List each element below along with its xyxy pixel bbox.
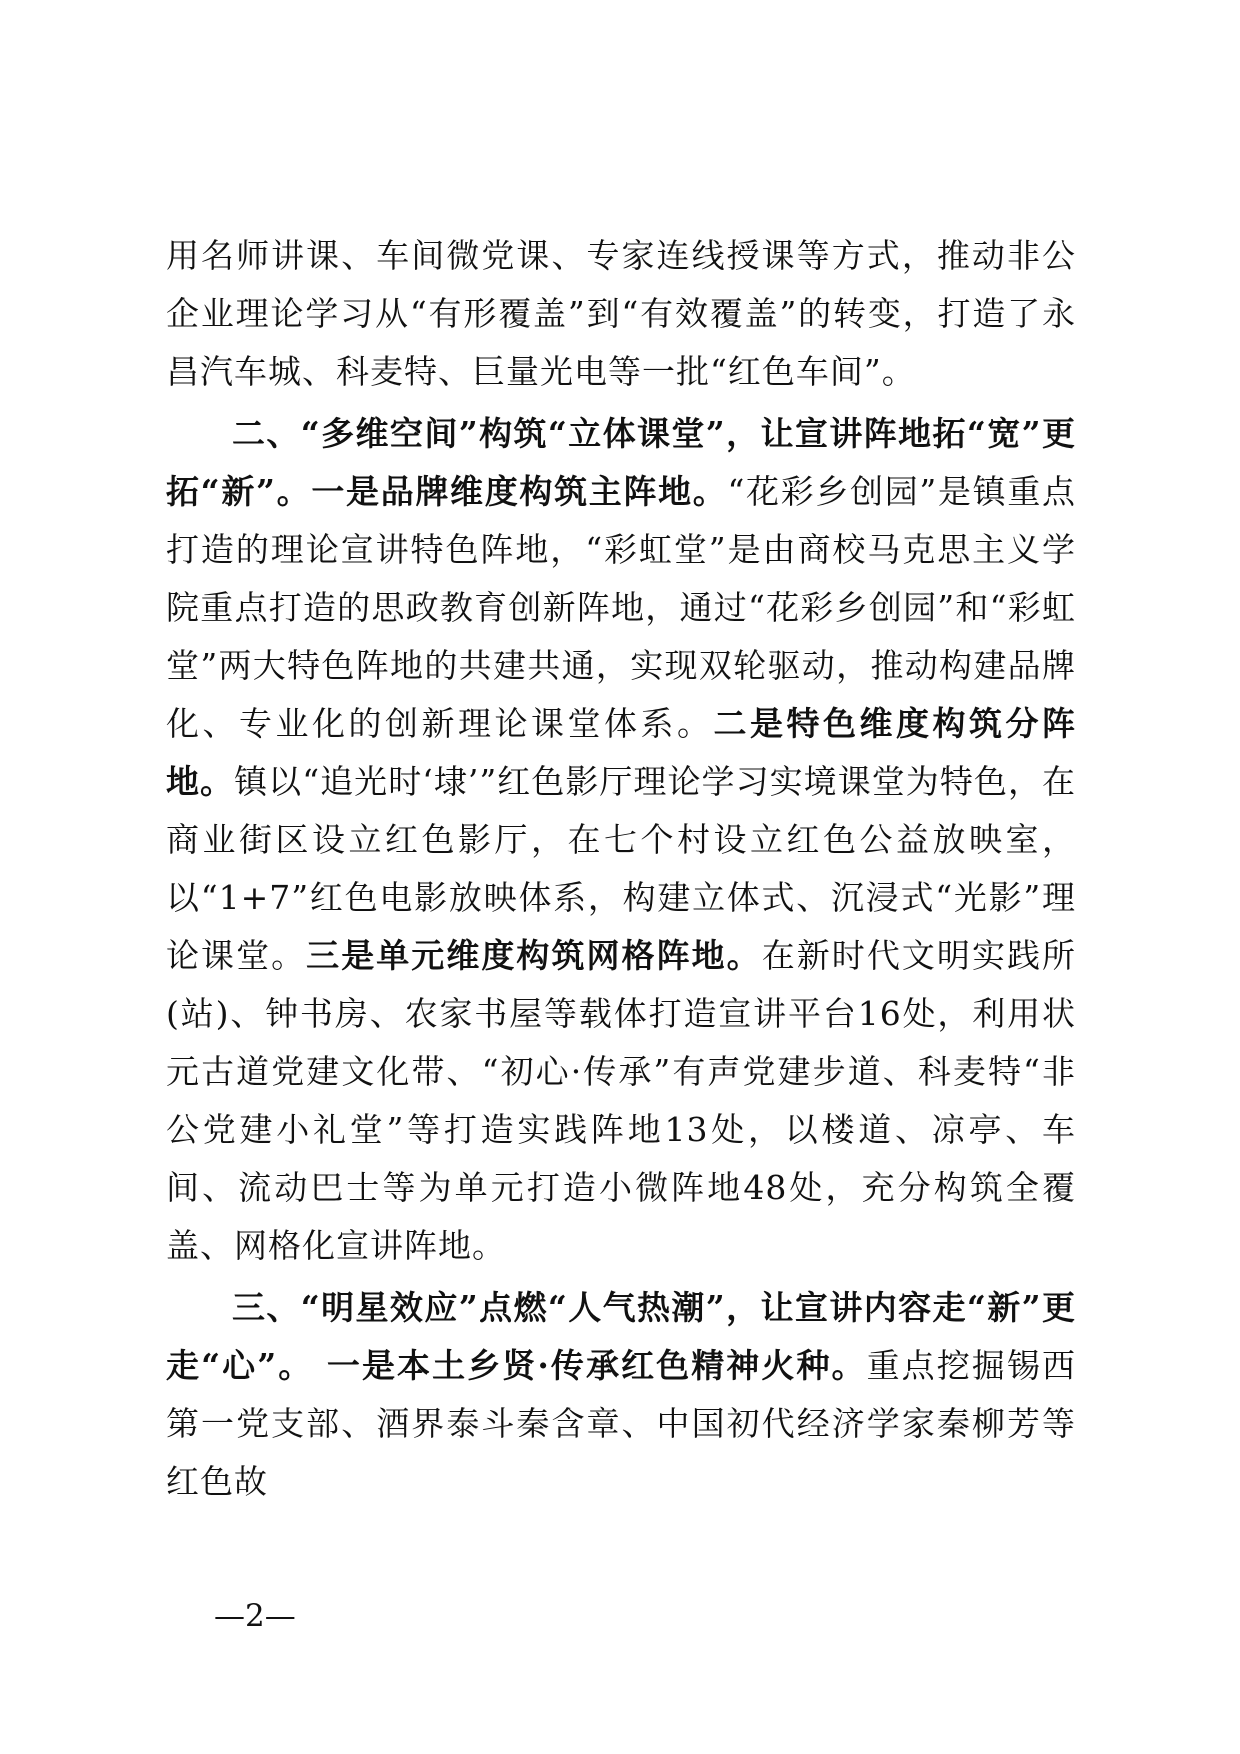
paragraph-section-three	[166, 1279, 1076, 1511]
section-three-heading: 三、“明星效应”点燃“人气热潮”，让宣讲内容走“新”更走“心”。 一是本土乡贤·传承红色精神火种。	[166, 1288, 1076, 1385]
paragraph-text: 在新时代文明实践所(站)、钟书房、农家书屋等载体打造宣讲平台16处，利用状元古道党建文化带、“初心·传承”有声党建步道、科麦特“非公党建小礼堂”等打造实践阵地13处，以楼道、凉亭、车间、流动巴士等为单元打造小微阵地48处，充分构筑全覆盖、网格化宣讲阵地。	[166, 936, 1077, 1265]
page-number: —2—	[214, 1598, 296, 1634]
paragraph-text: “花彩乡创园”是镇重点打造的理论宣讲特色阵地，“彩虹堂”是由商校马克思主义学院重点打造的思政教育创新阵地，通过“花彩乡创园”和“彩虹堂”两大特色阵地的共建共通，实现双轮驱动，推动构建品牌化、专业化的创新理论课堂体系。	[166, 472, 1076, 743]
paragraph-text: 镇以“追光时‘埭’”红色影厅理论学习实境课堂为特色，在商业街区设立红色影厅，在七个村设立红色公益放映室，以“1+7”红色电影放映体系，构建立体式、沉浸式“光影”理论课堂。	[166, 762, 1076, 975]
paragraph-continuation	[166, 227, 1076, 401]
paragraph-text: 用名师讲课、车间微党课、专家连线授课等方式，推动非公企业理论学习从“有形覆盖”到“有效覆盖”的转变，打造了永昌汽车城、科麦特、巨量光电等一批“红色车间”。	[166, 236, 1076, 391]
subheading-two: 二是特色维度构筑分阵地。	[166, 704, 1076, 801]
paragraph-section-two	[166, 405, 1076, 1275]
subheading-three: 三是单元维度构筑网格阵地。	[306, 936, 762, 975]
paragraph-text: 重点挖掘锡西第一党支部、酒界泰斗秦含章、中国初代经济学家秦柳芳等红色故	[166, 1346, 1076, 1501]
document-body	[166, 227, 1076, 1511]
section-two-heading: 二、“多维空间”构筑“立体课堂”，让宣讲阵地拓“宽”更拓“新”。一是品牌维度构筑主阵地。	[166, 414, 1076, 511]
